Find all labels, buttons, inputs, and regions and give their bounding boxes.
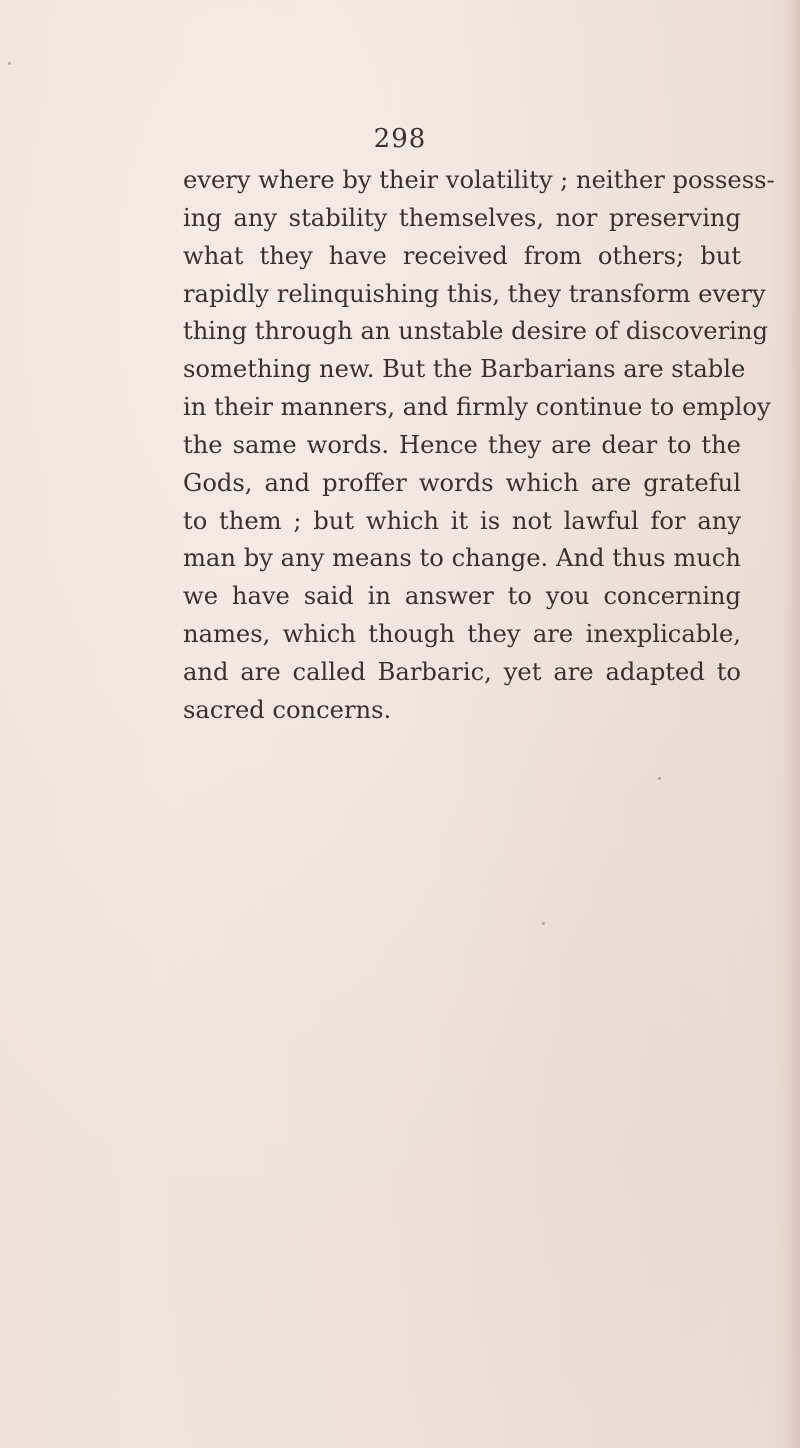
page-number: 298 — [373, 124, 427, 154]
text-line: in their manners, and firmly continue to employ — [183, 393, 771, 422]
text-line: ing any stability themselves, nor preserving — [183, 203, 741, 232]
text-line: we have said in answer to you concerning — [183, 582, 741, 611]
text-line: sacred concerns. — [183, 695, 392, 724]
text-line: the same words. Hence they are dear to the — [183, 430, 741, 459]
text-line: rapidly relinquishing this, they transform every — [183, 279, 766, 308]
text-line: what they have received from others; but — [183, 241, 741, 270]
text-line: to them ; but which it is not lawful for any — [183, 506, 741, 535]
paper-speck — [8, 62, 11, 65]
paper-speck — [658, 777, 661, 780]
paper-speck — [542, 922, 545, 925]
text-line: and are called Barbaric, yet are adapted to — [183, 657, 741, 686]
text-line: every where by their volatility ; neither possess- — [183, 166, 775, 194]
text-line: Gods, and proffer words which are grateful — [183, 468, 741, 497]
text-line: thing through an unstable desire of discovering — [183, 317, 768, 346]
page-edge-shadow — [786, 0, 800, 1448]
text-line: man by any means to change. And thus much — [183, 544, 741, 573]
page-body-text — [183, 162, 775, 730]
text-line: names, which though they are inexplicable, — [183, 620, 741, 649]
text-line: something new. But the Barbarians are stable — [183, 355, 746, 384]
